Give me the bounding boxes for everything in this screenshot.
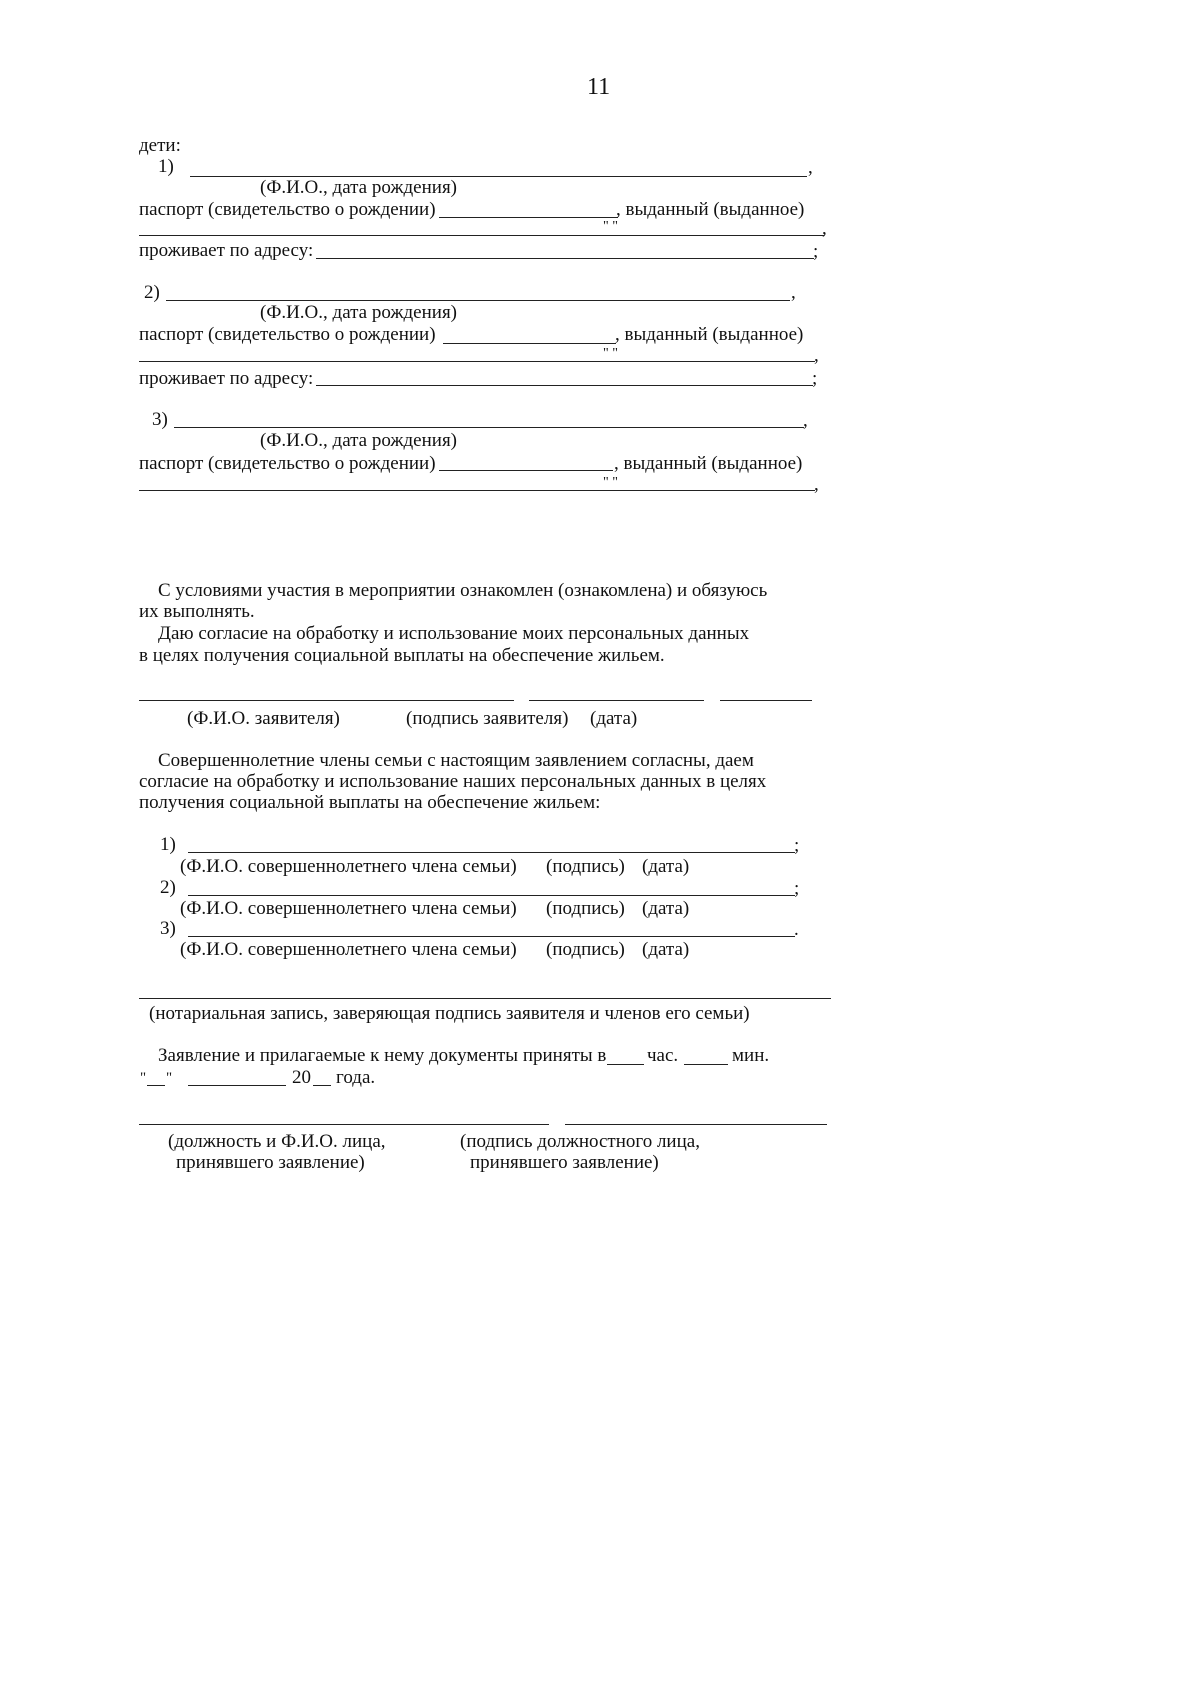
applicant-date-caption: (дата) bbox=[590, 708, 638, 729]
accepted-hour-line[interactable] bbox=[607, 1064, 644, 1065]
applicant-name-line[interactable] bbox=[139, 700, 514, 701]
page-number: 11 bbox=[587, 74, 611, 100]
adult-1-line[interactable] bbox=[188, 852, 795, 853]
adult-3-end: . bbox=[794, 919, 799, 940]
applicant-signature-caption: (подпись заявителя) bbox=[406, 708, 569, 729]
accepted-text: Заявление и прилагаемые к нему документы приняты в bbox=[158, 1045, 607, 1066]
adults-line-1: Совершеннолетние члены семьи с настоящим заявлением согласны, даем bbox=[158, 750, 754, 771]
child-1-passport-label: паспорт (свидетельство о рождении) bbox=[139, 199, 436, 220]
accepted-minute-line[interactable] bbox=[684, 1064, 728, 1065]
child-1-number: 1) bbox=[158, 156, 174, 177]
accepted-day-line[interactable] bbox=[147, 1085, 165, 1086]
child-1-issued-end: , bbox=[822, 218, 827, 239]
official-right-caption-1: (подпись должностного лица, bbox=[460, 1131, 700, 1152]
child-2-name-caption: (Ф.И.О., дата рождения) bbox=[260, 302, 458, 323]
accepted-quote-open: " bbox=[140, 1070, 147, 1086]
child-1-address-line[interactable] bbox=[316, 258, 814, 259]
child-3-date-quotes: " " bbox=[603, 475, 618, 490]
adult-3-date-caption: (дата) bbox=[642, 939, 690, 960]
child-3-name-caption: (Ф.И.О., дата рождения) bbox=[260, 430, 458, 451]
child-1-address-label: проживает по адресу: bbox=[139, 240, 314, 261]
adults-line-3: получения социальной выплаты на обеспечение жильем: bbox=[139, 792, 601, 813]
child-2-issued-label: , выданный (выданное) bbox=[615, 324, 804, 345]
adult-3-line[interactable] bbox=[188, 936, 795, 937]
child-1-issued-label: , выданный (выданное) bbox=[616, 199, 805, 220]
child-1-passport-line[interactable] bbox=[439, 217, 618, 218]
official-right-caption-2: принявшего заявление) bbox=[470, 1152, 659, 1173]
child-3-number: 3) bbox=[152, 409, 168, 430]
official-name-line[interactable] bbox=[139, 1124, 549, 1125]
child-2-date-quotes: " " bbox=[603, 346, 618, 361]
child-2-issued-end: , bbox=[814, 345, 819, 366]
adult-1-date-caption: (дата) bbox=[642, 856, 690, 877]
adults-line-2: согласие на обработку и использование наших персональных данных в целях bbox=[139, 771, 767, 792]
adult-1-sign-caption: (подпись) bbox=[546, 856, 625, 877]
child-2-address-line[interactable] bbox=[316, 385, 813, 386]
applicant-signature-line[interactable] bbox=[529, 700, 704, 701]
adult-3-number: 3) bbox=[160, 918, 176, 939]
child-2-passport-label: паспорт (свидетельство о рождении) bbox=[139, 324, 436, 345]
adult-1-end: ; bbox=[794, 835, 800, 856]
accepted-hour-label: час. bbox=[647, 1045, 679, 1066]
official-left-caption-2: принявшего заявление) bbox=[176, 1152, 365, 1173]
child-2-address-end: ; bbox=[812, 368, 818, 389]
official-signature-line[interactable] bbox=[565, 1124, 827, 1125]
notary-line[interactable] bbox=[139, 998, 831, 999]
child-2-issued-line[interactable] bbox=[139, 361, 815, 362]
consent-line-2: их выполнять. bbox=[139, 601, 255, 622]
accepted-year-suffix: года. bbox=[336, 1067, 376, 1088]
adult-3-name-caption: (Ф.И.О. совершеннолетнего члена семьи) bbox=[180, 939, 517, 960]
consent-line-3: Даю согласие на обработку и использование моих персональных данных bbox=[158, 623, 750, 644]
accepted-minute-label: мин. bbox=[732, 1045, 770, 1066]
accepted-year-line[interactable] bbox=[313, 1085, 331, 1086]
child-2-number: 2) bbox=[144, 282, 160, 303]
child-2-passport-line[interactable] bbox=[443, 343, 616, 344]
child-3-passport-label: паспорт (свидетельство о рождении) bbox=[139, 453, 436, 474]
child-1-date-quotes: " " bbox=[603, 219, 618, 234]
adult-2-number: 2) bbox=[160, 877, 176, 898]
notary-caption: (нотариальная запись, заверяющая подпись заявителя и членов его семьи) bbox=[149, 1003, 750, 1024]
adult-2-end: ; bbox=[794, 878, 800, 899]
child-3-passport-line[interactable] bbox=[439, 470, 613, 471]
accepted-month-line[interactable] bbox=[188, 1085, 286, 1086]
child-2-address-label: проживает по адресу: bbox=[139, 368, 314, 389]
child-1-end-mark: , bbox=[808, 157, 813, 178]
child-1-name-caption: (Ф.И.О., дата рождения) bbox=[260, 177, 458, 198]
child-3-issued-line[interactable] bbox=[139, 490, 815, 491]
child-3-name-line[interactable] bbox=[174, 427, 804, 428]
adult-1-number: 1) bbox=[160, 834, 176, 855]
child-3-end-mark: , bbox=[803, 410, 808, 431]
accepted-year-prefix: 20 bbox=[292, 1067, 311, 1088]
adult-1-name-caption: (Ф.И.О. совершеннолетнего члена семьи) bbox=[180, 856, 517, 877]
adult-2-date-caption: (дата) bbox=[642, 898, 690, 919]
child-3-issued-end: , bbox=[814, 474, 819, 495]
child-1-issued-line[interactable] bbox=[139, 235, 824, 236]
child-2-name-line[interactable] bbox=[166, 300, 790, 301]
children-heading: дети: bbox=[139, 135, 181, 156]
official-left-caption-1: (должность и Ф.И.О. лица, bbox=[168, 1131, 386, 1152]
child-1-address-end: ; bbox=[813, 241, 819, 262]
consent-line-1: С условиями участия в мероприятии ознакомлен (ознакомлена) и обязуюсь bbox=[158, 580, 768, 601]
applicant-date-line[interactable] bbox=[720, 700, 812, 701]
child-2-end-mark: , bbox=[791, 282, 796, 303]
accepted-quote-close: " bbox=[166, 1070, 173, 1086]
consent-line-4: в целях получения социальной выплаты на обеспечение жильем. bbox=[139, 645, 665, 666]
adult-3-sign-caption: (подпись) bbox=[546, 939, 625, 960]
adult-2-line[interactable] bbox=[188, 895, 795, 896]
adult-2-name-caption: (Ф.И.О. совершеннолетнего члена семьи) bbox=[180, 898, 517, 919]
applicant-name-caption: (Ф.И.О. заявителя) bbox=[187, 708, 340, 729]
child-3-issued-label: , выданный (выданное) bbox=[614, 453, 803, 474]
adult-2-sign-caption: (подпись) bbox=[546, 898, 625, 919]
